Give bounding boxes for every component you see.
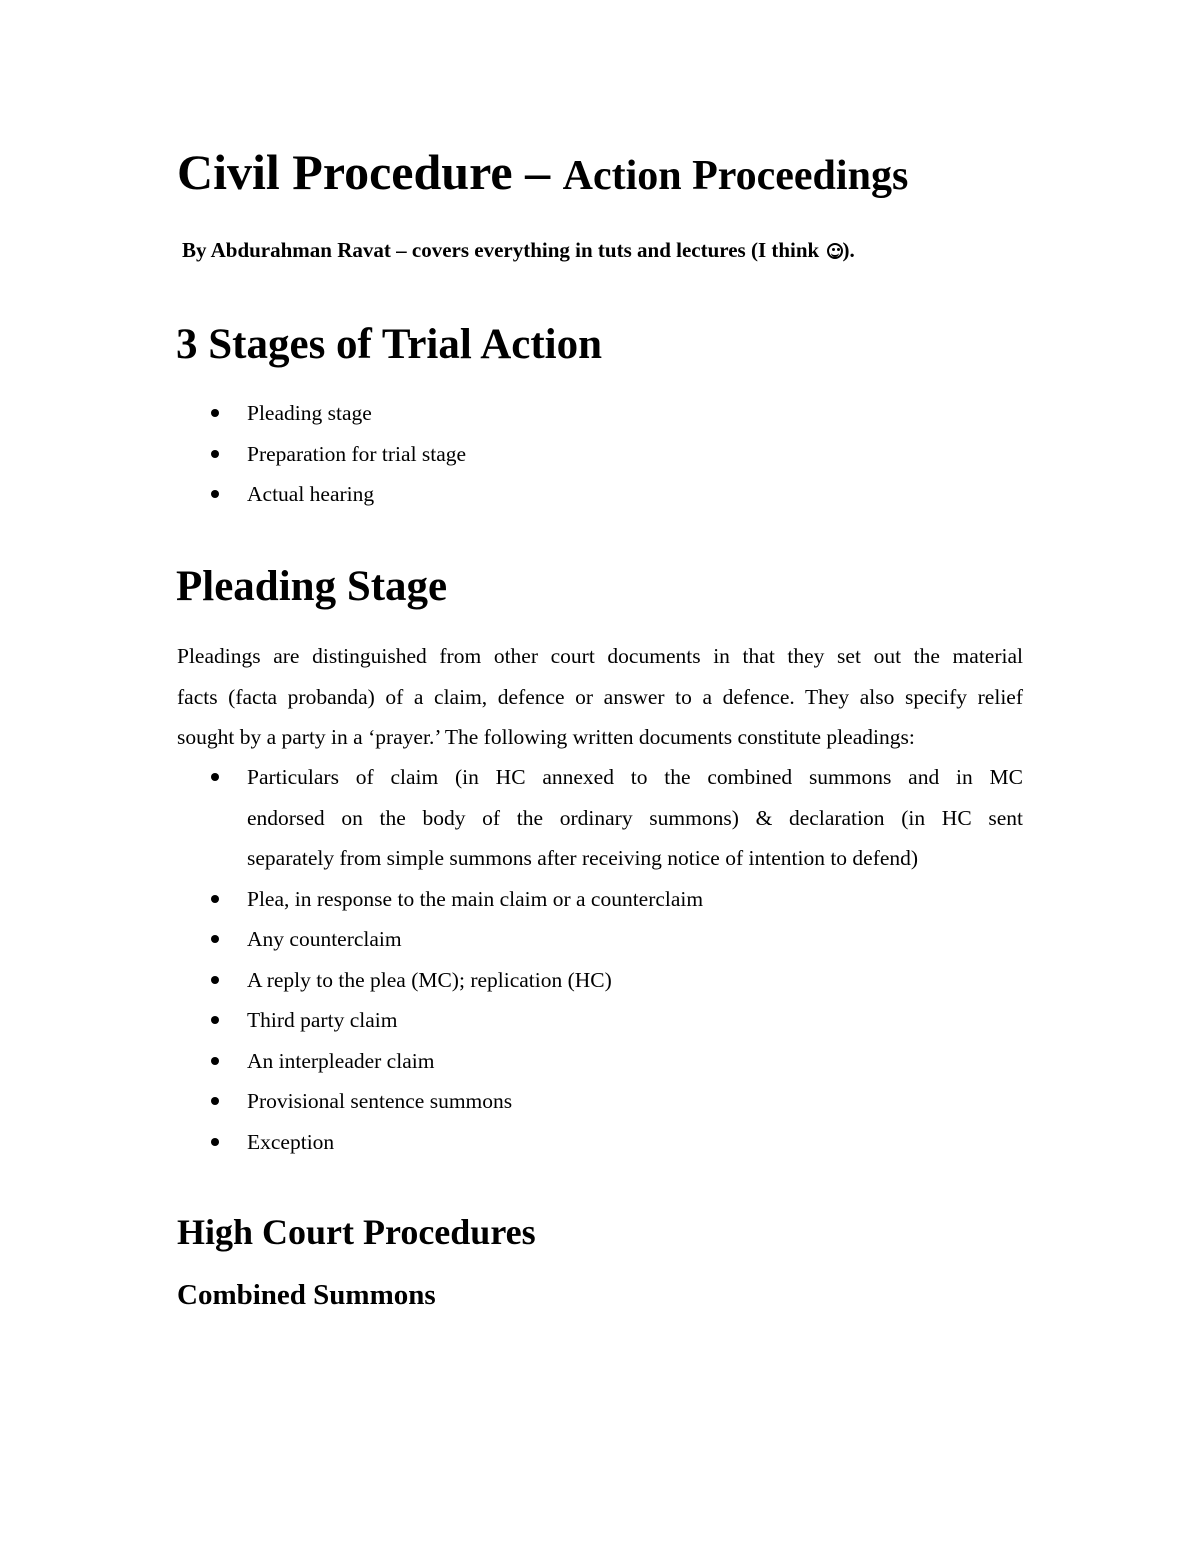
- list-item: Any counterclaim: [0, 919, 1200, 960]
- title-main: Civil Procedure –: [177, 144, 563, 200]
- list-item: Plea, in response to the main claim or a counterclaim: [0, 879, 1200, 920]
- heading-high-court-procedures: High Court Procedures: [177, 1212, 536, 1252]
- paragraph-line: Pleadings are distinguished from other court documents in that they set out the material: [177, 644, 1023, 668]
- subheading-combined-summons: Combined Summons: [177, 1279, 436, 1311]
- smiley-icon: [827, 243, 843, 259]
- list-item: [0, 757, 1200, 879]
- heading-stages: 3 Stages of Trial Action: [176, 321, 603, 368]
- pleadings-list: [0, 757, 1200, 1162]
- byline: [182, 238, 855, 263]
- paragraph-line: sought by a party in a ‘prayer.’ The following written documents constitute pleadings:: [177, 725, 915, 749]
- list-item-line: separately from simple summons after receiving notice of intention to defend): [247, 846, 919, 870]
- title-sub: Action Proceedings: [562, 153, 909, 199]
- list-item: Provisional sentence summons: [0, 1081, 1200, 1122]
- list-item: A reply to the plea (MC); replication (HC): [0, 960, 1200, 1001]
- pleading-paragraph: [177, 636, 1023, 758]
- byline-text: By Abdurahman Ravat – covers everything in tuts and lectures (I think: [182, 238, 825, 262]
- heading-pleading-stage: Pleading Stage: [176, 563, 448, 610]
- list-item-line: endorsed on the body of the ordinary summons) & declaration (in HC sent: [247, 805, 1023, 830]
- list-item: Third party claim: [0, 1000, 1200, 1041]
- list-item: Exception: [0, 1122, 1200, 1163]
- list-item-line: Particulars of claim (in HC annexed to the combined summons and in MC: [247, 765, 1023, 789]
- list-item: Pleading stage: [0, 393, 1200, 434]
- list-item: Actual hearing: [0, 474, 1200, 515]
- list-item: Preparation for trial stage: [0, 434, 1200, 475]
- stages-list: [0, 393, 1200, 515]
- list-item: An interpleader claim: [0, 1041, 1200, 1082]
- document-title: [177, 143, 908, 201]
- list-item-text: [247, 757, 1023, 879]
- paragraph-line: facts (facta probanda) of a claim, defence or answer to a defence. They also specify relief: [177, 684, 1023, 709]
- byline-end: ).: [842, 238, 855, 262]
